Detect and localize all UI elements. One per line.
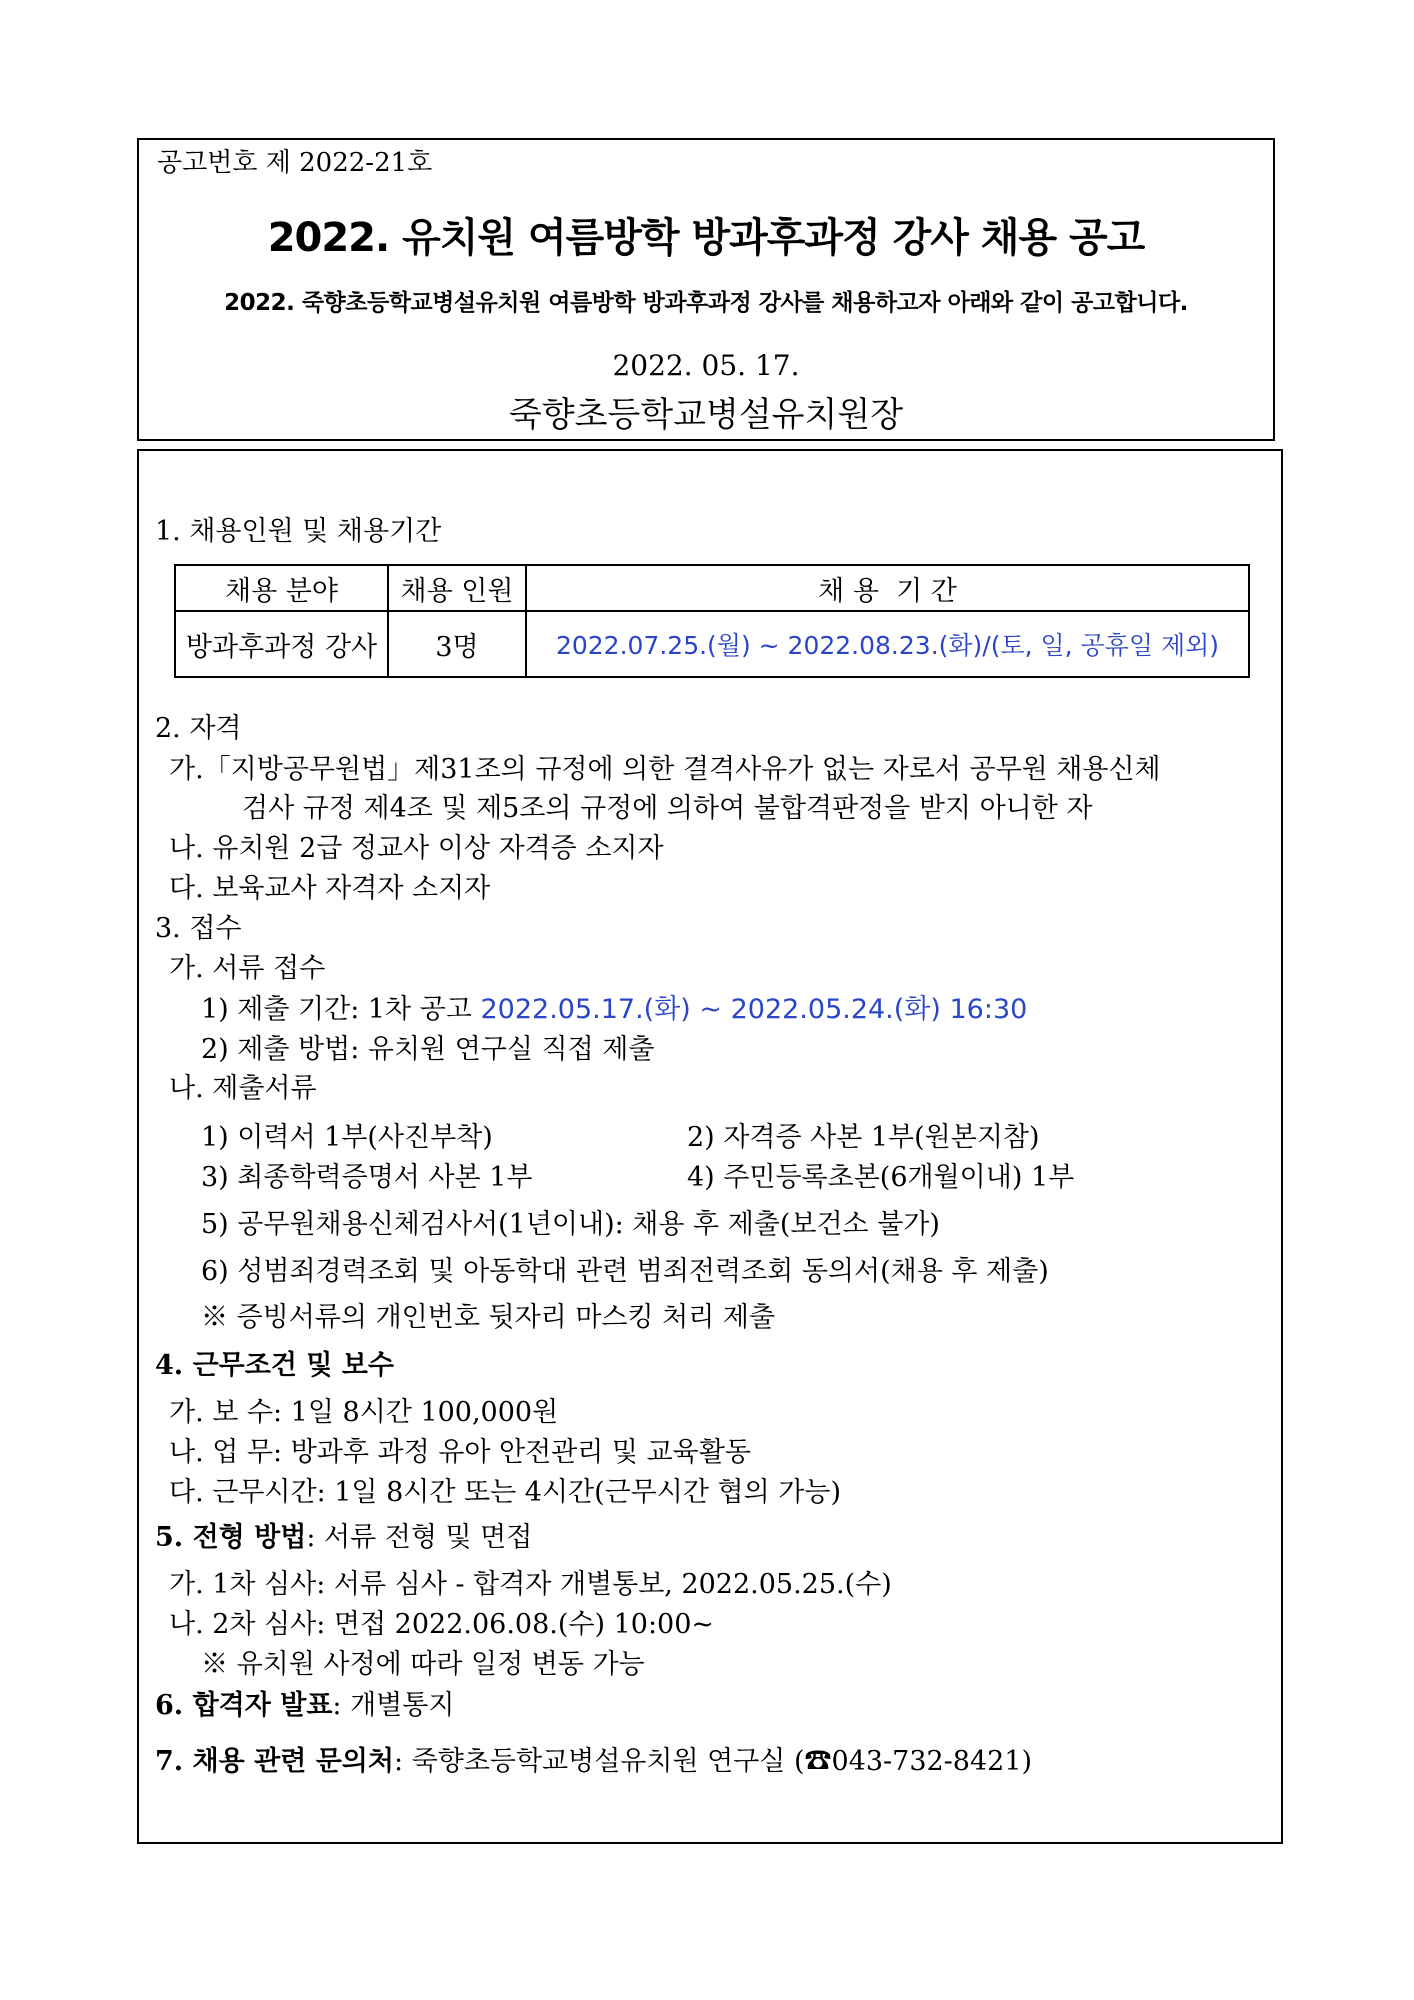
documents-note: ※ 증빙서류의 개인번호 뒷자리 마스킹 처리 제출: [201, 1302, 776, 1333]
screening-note: ※ 유치원 사정에 따라 일정 변동 가능: [201, 1649, 645, 1680]
cell-period: 2022.07.25.(월) ~ 2022.08.23.(화)/(토, 일, 공휴일 제외): [526, 611, 1249, 677]
hiring-table-header: [175, 565, 1249, 611]
section-5-title: [155, 1524, 532, 1551]
notice-title: 2022. 유치원 여름방학 방과후과정 강사 채용 공고: [267, 215, 1145, 261]
submission-method: 2) 제출 방법: 유치원 연구실 직접 제출: [201, 1034, 655, 1065]
section-4-title: 4. 근무조건 및 보수: [155, 1350, 394, 1381]
section-1-title: 1. 채용인원 및 채용기간: [155, 516, 442, 547]
header-field: 채용 분야: [175, 565, 388, 611]
section-3-title: 3. 접수: [155, 913, 242, 944]
screening-first: 가. 1차 심사: 서류 심사 - 합격자 개별통보, 2022.05.25.(수): [169, 1569, 892, 1600]
qualification-ga-line1: 가.「지방공무원법」제31조의 규정에 의한 결격사유가 없는 자로서 공무원 채용신체: [169, 754, 1161, 785]
notice-organization: 죽향초등학교병설유치원장: [508, 395, 904, 435]
document-item: 3) 최종학력증명서 사본 1부: [201, 1162, 533, 1193]
document-item: 4) 주민등록초본(6개월이내) 1부: [687, 1162, 1075, 1193]
hiring-table: [174, 564, 1250, 678]
submission-period-dates: 2022.05.17.(화) ~ 2022.05.24.(화) 16:30: [480, 994, 1028, 1025]
notice-body-box: [137, 449, 1283, 1844]
qualification-da: 다. 보육교사 자격자 소지자: [169, 873, 491, 904]
section-6-text: : 개별통지: [332, 1690, 455, 1721]
cell-count: 3명: [388, 611, 526, 677]
section-7-title: [155, 1748, 1032, 1775]
submission-ga: 가. 서류 접수: [169, 953, 326, 984]
condition-pay: 가. 보 수: 1일 8시간 100,000원: [169, 1397, 559, 1428]
section-7-label: 7. 채용 관련 문의처: [155, 1746, 394, 1777]
header-count: 채용 인원: [388, 565, 526, 611]
document-item: 6) 성범죄경력조회 및 아동학대 관련 범죄전력조회 동의서(채용 후 제출): [201, 1256, 1049, 1287]
section-7-text: : 죽향초등학교병설유치원 연구실 (☎043-732-8421): [393, 1746, 1033, 1777]
notice-date: 2022. 05. 17.: [612, 349, 800, 382]
condition-hours: 다. 근무시간: 1일 8시간 또는 4시간(근무시간 협의 가능): [169, 1477, 841, 1508]
condition-duty: 나. 업 무: 방과후 과정 유아 안전관리 및 교육활동: [169, 1437, 751, 1468]
section-5-label: 5. 전형 방법: [155, 1522, 307, 1553]
qualification-ga-line2: 검사 규정 제4조 및 제5조의 규정에 의하여 불합격판정을 받지 아니한 자: [242, 793, 1093, 824]
document-item: 2) 자격증 사본 1부(원본지참): [687, 1122, 1040, 1153]
notice-number: 공고번호 제 2022-21호: [157, 148, 433, 178]
table-row: [175, 611, 1249, 677]
qualification-na: 나. 유치원 2급 정교사 이상 자격증 소지자: [169, 833, 664, 864]
header-period: 채 용 기 간: [526, 565, 1249, 611]
notice-subtitle: 2022. 죽향초등학교병설유치원 여름방학 방과후과정 강사를 채용하고자 아래와 같이 공고합니다.: [224, 290, 1188, 316]
section-5-text: : 서류 전형 및 면접: [306, 1522, 533, 1553]
cell-field: 방과후과정 강사: [175, 611, 388, 677]
section-6-label: 6. 합격자 발표: [155, 1690, 333, 1721]
notice-header-box: [137, 138, 1275, 441]
document-item: 1) 이력서 1부(사진부착): [201, 1122, 493, 1153]
submission-period-label: 1) 제출 기간: 1차 공고: [201, 994, 481, 1025]
submission-period: [201, 996, 1027, 1023]
section-6-title: [155, 1692, 454, 1719]
section-2-title: 2. 자격: [155, 713, 242, 744]
screening-second: 나. 2차 심사: 면접 2022.06.08.(수) 10:00~: [169, 1609, 715, 1640]
document-item: 5) 공무원채용신체검사서(1년이내): 채용 후 제출(보건소 불가): [201, 1209, 940, 1240]
documents-title: 나. 제출서류: [169, 1073, 317, 1104]
